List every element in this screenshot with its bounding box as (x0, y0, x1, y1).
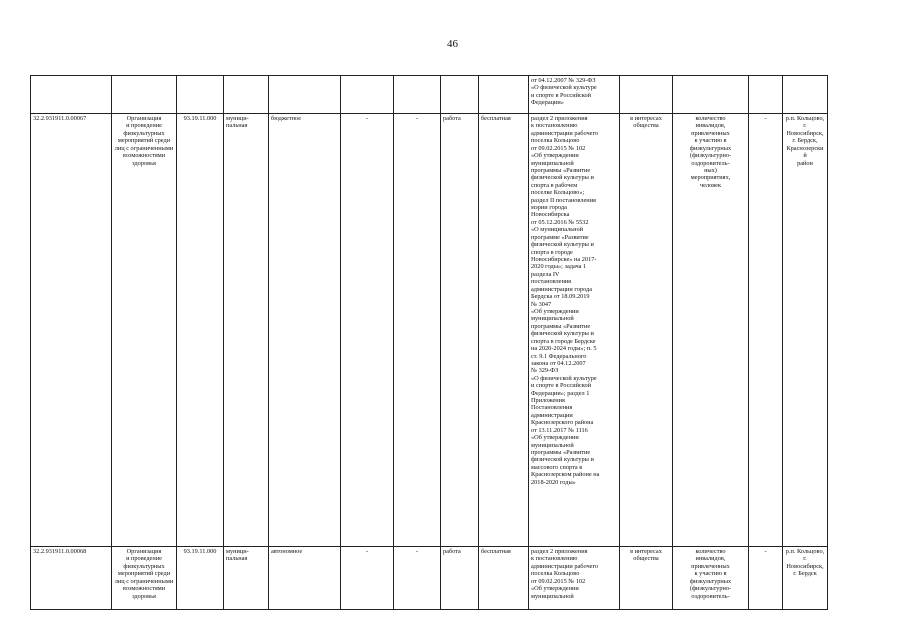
cell-work-name: Организация и проведение физкультурных мероприятий среди лиц с ограниченными возможностями здоровья (112, 547, 177, 610)
cell-registry-code (31, 76, 112, 114)
cell-column-6 (341, 76, 394, 114)
cell-place: р.п. Кольцово, г. Новосибирск, г. Бердск, Краснозерский район (783, 114, 828, 547)
cell-work-type (224, 76, 269, 114)
cell-okpd-code (177, 76, 224, 114)
cell-service-kind: работа (441, 114, 479, 547)
cell-column-6: - (341, 547, 394, 610)
cell-place: р.п. Кольцово, г. Новосибирск, г. Бердск (783, 547, 828, 610)
cell-fee-type: бесплатная (479, 547, 529, 610)
table-row (31, 114, 828, 547)
cell-fee-type (479, 76, 529, 114)
cell-consumer-category: в интересах общества (620, 547, 673, 610)
cell-legal-basis: от 04.12.2007 № 329-ФЗ «О физической культуре и спорте в Российской Федерации» (529, 76, 620, 114)
cell-column-6: - (341, 114, 394, 547)
cell-consumer-category (620, 76, 673, 114)
cell-column-13: - (749, 114, 783, 547)
cell-fee-type: бесплатная (479, 114, 529, 547)
cell-institution-type (269, 76, 341, 114)
cell-okpd-code: 93.19.11.000 (177, 114, 224, 547)
cell-volume-indicator: количество инвалидов, привлеченных к участию в физкультурных (физкультурно- оздоровитель- ных) мероприятиях, человек (673, 114, 749, 547)
cell-column-13 (749, 76, 783, 114)
cell-volume-indicator: количество инвалидов, привлеченных к участию в физкультурных (физкультурно- оздоровитель- (673, 547, 749, 610)
cell-legal-basis: раздел 2 приложения к постановлению администрации рабочего поселка Кольцово от 09.02.2015 № 102 «Об утверждении муниципальной программы «Развитие физической культуры и спорта в рабочем поселке Кольцово»; раздел II постановления мэрии города Новосибирска от 05.12.2016 № 5532 «О муниципальной программе «Развитие физической культуры и спорта в городе Новосибирске» на 2017- 2020 годы»; задача 1 раздела IV постановления администрации города Бердска от 18.09.2019 № 3047 «Об утверждении муниципальной программы «Развитие физической культуры и спорта в городе Бердске на 2020-2024 годы»; п. 5 ст. 9.1 Федерального закона от 04.12.2007 № 329-ФЗ «О физической культуре и спорте в Российской Федерации»; раздел 1 Приложения Постановления администрации Краснозерского района от 13.11.2017 № 1116 «Об утверждении муниципальной программы «Развитие физической культуры и массового спорта в Краснозерском районе на 2018-2020 годы» (529, 114, 620, 547)
cell-place (783, 76, 828, 114)
page-number: 46 (447, 38, 458, 50)
cell-column-13: - (749, 547, 783, 610)
cell-institution-type: автономное (269, 547, 341, 610)
cell-column-7: - (394, 547, 441, 610)
cell-service-kind (441, 76, 479, 114)
cell-work-name: Организация и проведение физкультурных мероприятий среди лиц с ограниченными возможностями здоровья (112, 114, 177, 547)
cell-service-kind: работа (441, 547, 479, 610)
table-row (31, 76, 828, 114)
cell-consumer-category: в интересах общества (620, 114, 673, 547)
cell-registry-code: 32.2.931911.0.00067 (31, 114, 112, 547)
cell-work-type: муници- пальная (224, 114, 269, 547)
cell-institution-type: бюджетное (269, 114, 341, 547)
cell-volume-indicator (673, 76, 749, 114)
cell-legal-basis: раздел 2 приложения к постановлению администрации рабочего поселка Кольцово от 09.02.2015 № 102 «Об утверждении муниципальной (529, 547, 620, 610)
table-row (31, 547, 828, 610)
cell-work-type: муници- пальная (224, 547, 269, 610)
cell-column-7: - (394, 114, 441, 547)
cell-column-7 (394, 76, 441, 114)
cell-okpd-code: 93.19.11.000 (177, 547, 224, 610)
cell-registry-code: 32.2.931911.0.00068 (31, 547, 112, 610)
registry-table (30, 75, 828, 610)
cell-work-name (112, 76, 177, 114)
